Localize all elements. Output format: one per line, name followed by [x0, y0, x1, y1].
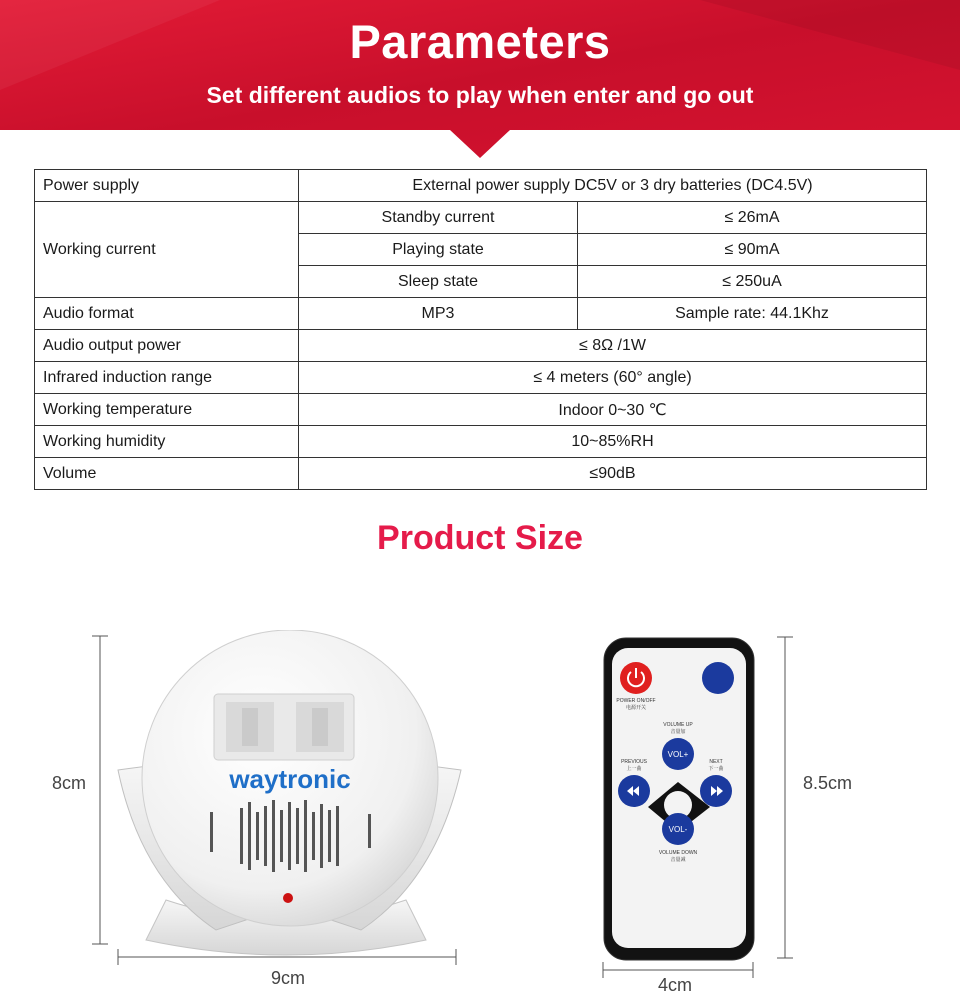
spec-value: ≤90dB	[299, 458, 927, 490]
vol-plus-text: VOL+	[667, 750, 689, 759]
vol-up-label-cn: 音量加	[670, 729, 686, 735]
product-size-title: Product Size	[377, 519, 583, 557]
remote-control-image	[598, 632, 838, 997]
spec-state: Sleep state	[299, 266, 578, 298]
spec-label: Audio output power	[35, 330, 299, 362]
next-label-cn: 下一曲	[708, 766, 724, 772]
brand-logo: waytronic	[229, 764, 351, 794]
spec-label: Infrared induction range	[35, 362, 299, 394]
prev-label: PREVIOUS	[621, 759, 647, 765]
next-label: NEXT	[709, 759, 723, 765]
spec-value: ≤ 26mA	[578, 202, 927, 234]
remote-control-illustration	[598, 632, 838, 997]
spec-value: ≤ 4 meters (60° angle)	[299, 362, 927, 394]
page-subtitle: Set different audios to play when enter and go out	[206, 82, 754, 108]
spec-value: 10~85%RH	[299, 426, 927, 458]
vol-minus-text: VOL-	[668, 825, 688, 834]
power-label-cn: 电源开关	[625, 705, 647, 711]
spec-label: Audio format	[35, 298, 299, 330]
spec-label: Power supply	[35, 170, 299, 202]
spec-value: Indoor 0~30 ℃	[299, 394, 927, 426]
spec-state: Standby current	[299, 202, 578, 234]
vol-down-label: VOLUME DOWN	[658, 850, 698, 856]
remote-height-label: 8.5cm	[803, 773, 853, 793]
doorbell-sensor-image	[96, 630, 476, 970]
spec-value: MP3	[299, 298, 578, 330]
mode-button-icon	[702, 662, 734, 694]
prev-label-cn: 上一曲	[626, 766, 642, 772]
doorbell-sensor-illustration	[96, 630, 476, 970]
spec-value: ≤ 250uA	[578, 266, 927, 298]
spec-label: Working humidity	[35, 426, 299, 458]
device-height-label: 8cm	[52, 773, 87, 793]
spec-label: Volume	[35, 458, 299, 490]
spec-value: External power supply DC5V or 3 dry batteries (DC4.5V)	[299, 170, 927, 202]
vol-down-label-cn: 音量减	[670, 857, 686, 863]
vol-up-label: VOLUME UP	[663, 722, 693, 728]
spec-label: Working temperature	[35, 394, 299, 426]
spec-value: Sample rate: 44.1Khz	[578, 298, 927, 330]
remote-width-label: 4cm	[658, 975, 693, 995]
spec-value: ≤ 90mA	[578, 234, 927, 266]
page-title: Parameters	[349, 15, 611, 68]
power-label: POWER ON/OFF	[616, 698, 656, 704]
spec-label: Working current	[35, 202, 299, 298]
spec-value: ≤ 8Ω /1W	[299, 330, 927, 362]
spec-state: Playing state	[299, 234, 578, 266]
device-width-label: 9cm	[271, 968, 306, 988]
